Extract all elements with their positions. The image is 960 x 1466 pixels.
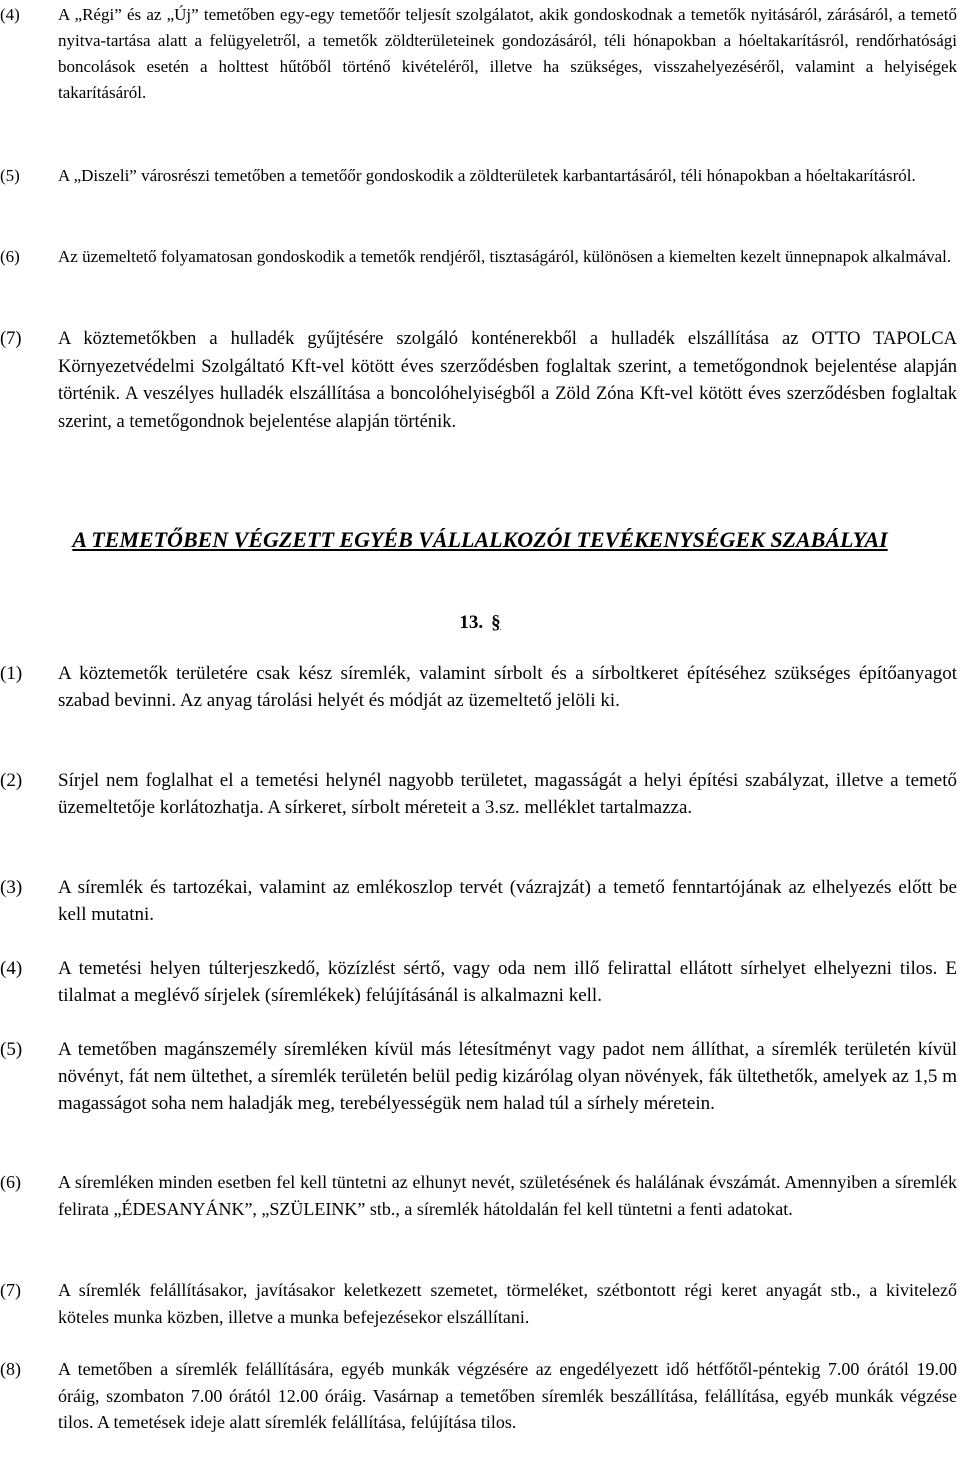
paragraph-section-2 [0, 767, 957, 821]
section-number-value: 13. [459, 612, 484, 633]
paragraph-text: A síremlék és tartozékai, valamint az emlékoszlop tervét (vázrajzát) a temető fenntartójának az elhelyezés előtt be kell mutatni. [58, 877, 957, 925]
paragraph-number: (6) [0, 247, 20, 266]
paragraph-number: (5) [0, 1039, 23, 1060]
paragraph-number: (1) [0, 663, 23, 684]
paragraph-text: Az üzemeltető folyamatosan gondoskodik a temetők rendjéről, tisztaságáról, különösen a kiemelten kezelt ünnepnapok alkalmával. [58, 247, 952, 266]
paragraph-number: (8) [0, 1359, 21, 1379]
paragraph-section-8 [0, 1356, 957, 1436]
paragraph-section-6 [0, 1169, 957, 1222]
paragraph-top-4 [0, 2, 957, 106]
paragraph-top-7 [0, 326, 957, 436]
paragraph-text: A temetési helyen túlterjeszkedő, közízlést sértő, vagy oda nem illő felirattal ellátott sírhelyet elhelyezni tilos. E tilalmat a meglévő sírjelek (síremlékek) felújításánál is alkalmazni kell. [58, 958, 957, 1006]
paragraph-text: A síremlék felállításakor, javításakor keletkezett szemetet, törmeléket, szétbontott régi keret anyagát stb., a kivitelező köteles munka közben, illetve a munka befejezésekor elszállítani. [58, 1280, 957, 1327]
paragraph-text: A „Régi” és az „Új” temetőben egy-egy temetőőr teljesít szolgálatot, akik gondoskodnak a temetők nyitásáról, zárásáról, a temető nyitva-tartása alatt a felügyeletről, a temetők zöldterületeinek gondozásáról, téli hónapokban a hóeltakarításról, rendőrhatósági boncolások esetén a holttest hűtőből történő kivételéről, illetve ha szükséges, visszahelyezéséről, valamint a helyiségek takarításáról. [58, 5, 957, 102]
paragraph-section-1 [0, 660, 957, 714]
paragraph-top-5 [0, 163, 957, 189]
paragraph-number: (4) [0, 5, 20, 24]
paragraph-number: (3) [0, 877, 23, 898]
paragraph-text: A temetőben magánszemély síremléken kívül más létesítményt vagy padot nem állíthat, a síremlék területén kívül növényt, fát nem ültethet, a síremlék területén belül pedig kizárólag olyan növények, fák ültethetők, amelyek az 1,5 m magasságot soha nem haladják meg, terebélyességük nem halad túl a sírhely méretein. [58, 1039, 957, 1114]
paragraph-text: A köztemetőkben a hulladék gyűjtésére szolgáló konténerekből a hulladék elszállítása az OTTO TAPOLCA Környezetvédelmi Szolgáltató Kft-vel kötött éves szerződésben foglaltak szerint, a temetőgondnok bejelentése alapján történik. A veszélyes hulladék elszállítása a boncolóhelyiségből a Zöld Zóna Kft-vel kötött éves szerződésben foglaltak szerint, a temetőgondnok bejelentése alapján történik. [58, 329, 957, 432]
paragraph-text: A temetőben a síremlék felállítására, egyéb munkák végzésére az engedélyezett idő hétfőtől-péntekig 7.00 órától 19.00 óráig, szombaton 7.00 órától 12.00 óráig. Vasárnap a temetőben síremlék beszállítása, felállítása, egyéb munkák végzése tilos. A temetések ideje alatt síremlék felállítása, felújítása tilos. [58, 1359, 957, 1432]
paragraph-number: (6) [0, 1172, 21, 1192]
paragraph-section-3 [0, 874, 957, 928]
paragraph-number: (4) [0, 958, 23, 979]
paragraph-section-4 [0, 955, 957, 1009]
paragraph-number: (2) [0, 770, 23, 791]
paragraph-number: (5) [0, 166, 20, 185]
section-title: A TEMETŐBEN VÉGZETT EGYÉB VÁLLALKOZÓI TEVÉKENYSÉGEK SZABÁLYAI [72, 527, 888, 552]
paragraph-text: A köztemetők területére csak kész síremlék, valamint sírbolt és a sírboltkeret építéséhez szükséges építőanyagot szabad bevinni. Az anyag tárolási helyét és módját az üzemeltető jelöli ki. [58, 663, 957, 711]
section-number [0, 612, 960, 634]
paragraph-section-7 [0, 1277, 957, 1330]
paragraph-text: A „Diszeli” városrészi temetőben a temetőőr gondoskodik a zöldterületek karbantartásáról, téli hónapokban a hóeltakarításról. [58, 166, 916, 185]
paragraph-number: (7) [0, 329, 22, 349]
paragraph-section-5 [0, 1036, 957, 1117]
paragraph-text: Sírjel nem foglalhat el a temetési helynél nagyobb területet, magasságát a helyi építési szabályzat, illetve a temető üzemeltetője korlátozhatja. A sírkeret, sírbolt méreteit a 3.sz. melléklet tartalmazza. [58, 770, 957, 818]
paragraph-text: A síremléken minden esetben fel kell tüntetni az elhunyt nevét, születésének és halálának évszámát. Amennyiben a síremlék felirata „ÉDESANYÁNK”, „SZÜLEINK” stb., a síremlék hátoldalán fel kell tüntetni a fenti adatokat. [58, 1172, 957, 1219]
paragraph-number: (7) [0, 1280, 21, 1300]
section-symbol: § [491, 612, 501, 633]
paragraph-top-6 [0, 244, 957, 270]
